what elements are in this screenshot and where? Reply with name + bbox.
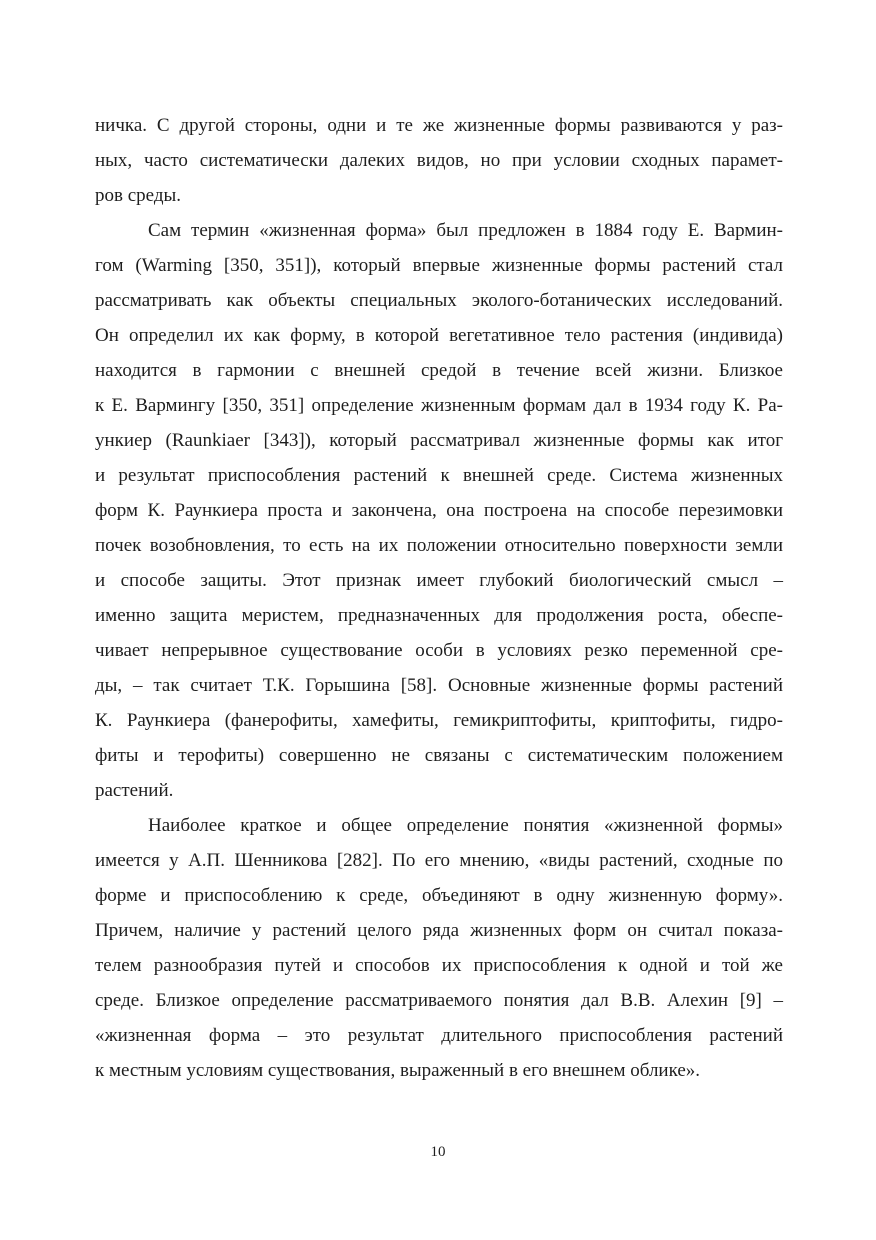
text-line: форм К. Раункиера проста и закончена, она построена на способе перезимовки	[95, 500, 783, 521]
text-line: Наиболее краткое и общее определение понятия «жизненной формы»	[148, 815, 783, 836]
text-line: ных, часто систематически далеких видов, но при условии сходных парамет-	[95, 150, 783, 171]
page-number: 10	[430, 1144, 446, 1160]
text-line: фиты и терофиты) совершенно не связаны с систематическим положением	[95, 745, 783, 766]
text-line: ункиер (Raunkiaer [343]), который рассматривал жизненные формы как итог	[95, 430, 783, 451]
text-line: находится в гармонии с внешней средой в течение всей жизни. Близкое	[95, 360, 783, 381]
paragraph-2	[95, 213, 783, 808]
text-line: и способе защиты. Этот признак имеет глубокий биологический смысл –	[95, 570, 783, 591]
text-line: имеется у А.П. Шенникова [282]. По его мнению, «виды растений, сходные по	[95, 850, 783, 871]
text-line: гом (Warming [350, 351]), который впервые жизненные формы растений стал	[95, 255, 783, 276]
text-line: телем разнообразия путей и способов их приспособления к одной и той же	[95, 955, 783, 976]
text-line: «жизненная форма – это результат длительного приспособления растений	[95, 1025, 783, 1046]
text-line: чивает непрерывное существование особи в условиях резко переменной сре-	[95, 640, 783, 661]
text-line: Он определил их как форму, в которой вегетативное тело растения (индивида)	[95, 325, 783, 346]
text-line: рассматривать как объекты специальных эколого-ботанических исследований.	[95, 290, 783, 311]
text-line: и результат приспособления растений к внешней среде. Система жизненных	[95, 465, 783, 486]
text-line: форме и приспособлению к среде, объединяют в одну жизненную форму».	[95, 885, 783, 906]
text-line: ничка. С другой стороны, одни и те же жизненные формы развиваются у раз-	[95, 115, 783, 136]
text-line: ды, – так считает Т.К. Горышина [58]. Основные жизненные формы растений	[95, 675, 783, 696]
text-line: К. Раункиера (фанерофиты, хамефиты, гемикриптофиты, криптофиты, гидро-	[95, 710, 783, 731]
text-line: именно защита меристем, предназначенных для продолжения роста, обеспе-	[95, 605, 783, 626]
text-body	[95, 108, 783, 1088]
text-line: к Е. Вармингу [350, 351] определение жизненным формам дал в 1934 году К. Ра-	[95, 395, 783, 416]
text-line: почек возобновления, то есть на их положении относительно поверхности земли	[95, 535, 783, 556]
text-line: среде. Близкое определение рассматриваемого понятия дал В.В. Алехин [9] –	[95, 990, 783, 1011]
text-line: к местным условиям существования, выраженный в его внешнем облике».	[95, 1060, 701, 1081]
text-line: Сам термин «жизненная форма» был предложен в 1884 году Е. Вармин-	[148, 220, 783, 241]
paragraph-1	[95, 108, 783, 213]
text-line: Причем, наличие у растений целого ряда жизненных форм он считал показа-	[95, 920, 783, 941]
text-line: растений.	[95, 780, 174, 801]
text-line: ров среды.	[95, 185, 182, 206]
paragraph-3	[95, 808, 783, 1088]
